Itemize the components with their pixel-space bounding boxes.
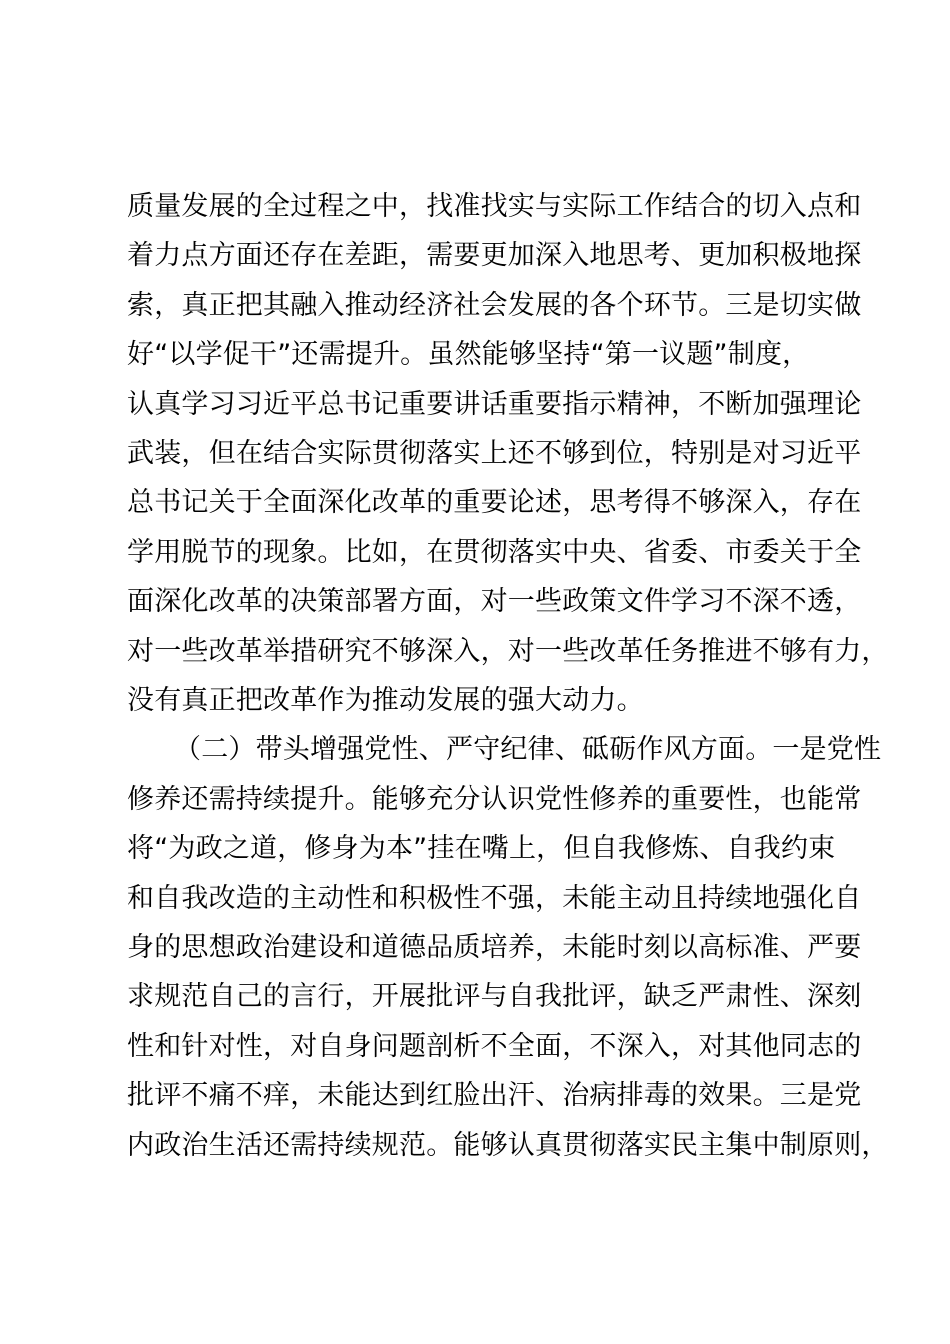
text-line: 对一些改革举措研究不够深入，对一些改革任务推进不够有力， <box>127 636 889 667</box>
text-line: 没有真正把改革作为推动发展的强大动力。 <box>127 685 644 716</box>
text-line: 批评不痛不痒，未能达到红脸出汗、治病排毒的效果。三是党 <box>127 1080 862 1111</box>
text-line: 好“以学促干”还需提升。虽然能够坚持“第一议题”制度， <box>127 339 810 370</box>
text-line: 索，真正把其融入推动经济社会发展的各个环节。三是切实做 <box>127 290 862 321</box>
text-line: 总书记关于全面深化改革的重要论述，思考得不够深入，存在 <box>127 487 862 518</box>
text-line: 和自我改造的主动性和积极性不强，未能主动且持续地强化自 <box>127 883 862 914</box>
text-line: 质量发展的全过程之中，找准找实与实际工作结合的切入点和 <box>127 191 862 222</box>
text-line: 面深化改革的决策部署方面，对一些政策文件学习不深不透， <box>127 586 862 617</box>
text-line: 学用脱节的现象。比如，在贯彻落实中央、省委、市委关于全 <box>127 537 862 568</box>
text-line: 武装，但在结合实际贯彻落实上还不够到位，特别是对习近平 <box>127 438 862 469</box>
text-line: 将“为政之道，修身为本”挂在嘴上，但自我修炼、自我约束 <box>127 833 836 864</box>
text-line: 性和针对性，对自身问题剖析不全面，不深入，对其他同志的 <box>127 1031 862 1062</box>
text-line: 内政治生活还需持续规范。能够认真贯彻落实民主集中制原则， <box>127 1130 889 1161</box>
text-line: 身的思想政治建设和道德品质培养，未能时刻以高标准、严要 <box>127 932 862 963</box>
text-line: 修养还需持续提升。能够充分认识党性修养的重要性，也能常 <box>127 784 862 815</box>
text-line: 求规范自己的言行，开展批评与自我批评，缺乏严肃性、深刻 <box>127 981 862 1012</box>
section-heading-line: （二）带头增强党性、严守纪律、砥砺作风方面。一是党性 <box>174 734 882 765</box>
text-line: 着力点方面还存在差距，需要更加深入地思考、更加积极地探 <box>127 240 862 271</box>
text-line: 认真学习习近平总书记重要讲话重要指示精神，不断加强理论 <box>127 389 862 420</box>
